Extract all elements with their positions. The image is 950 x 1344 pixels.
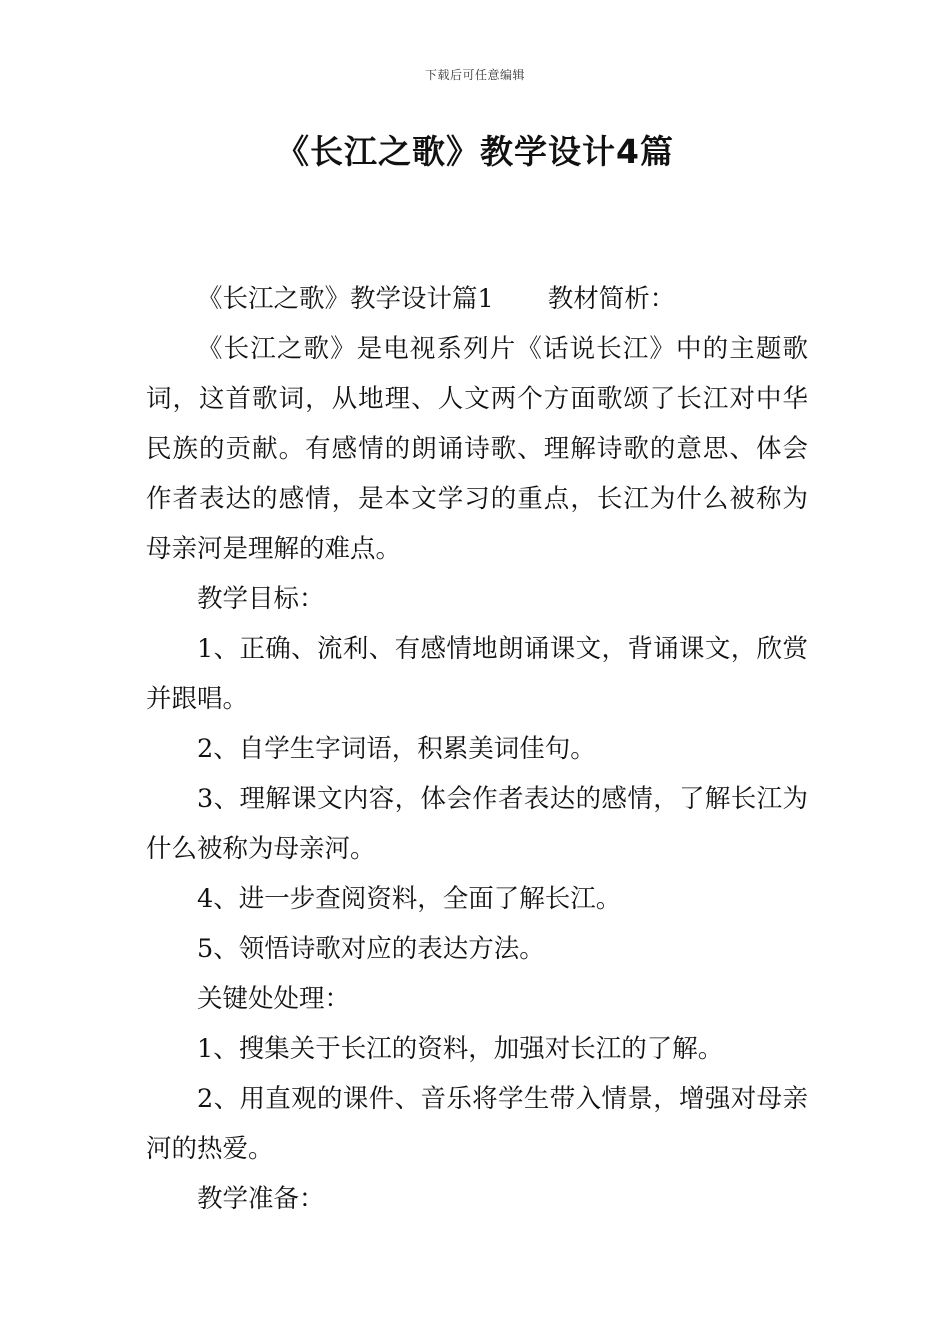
paragraph: 教学目标： [197,584,325,614]
paragraph: 1、搜集关于长江的资料，加强对长江的了解。 [197,1034,724,1064]
paragraph: 5、领悟诗歌对应的表达方法。 [197,934,545,964]
document-title: 《长江之歌》教学设计4篇 [276,132,674,171]
document-body [146,274,808,1224]
paragraph: 教学准备： [197,1184,325,1214]
paragraph: 4、进一步查阅资料，全面了解长江。 [197,884,622,914]
paragraph: 关键处处理： [197,984,351,1014]
paragraph: 《长江之歌》是电视系列片《话说长江》中的主题歌词，这首歌词，从地理、人文两个方面歌颂了长江对中华民族的贡献。有感情的朗诵诗歌、理解诗歌的意思、体会作者表达的感情，是本文学习的重点，长江为什么被称为母亲河是理解的难点。 [146,334,808,564]
section-heading: 《长江之歌》教学设计篇1 [197,284,494,314]
paragraph: 1、正确、流利、有感情地朗诵课文，背诵课文，欣赏并跟唱。 [146,634,808,714]
paragraph: 2、自学生字词语，积累美词佳句。 [197,734,596,764]
paragraph: 2、用直观的课件、音乐将学生带入情景，增强对母亲河的热爱。 [146,1084,808,1164]
paragraph-section-heading [146,274,808,324]
subsection-heading: 教材简析： [547,284,676,314]
header-note: 下载后可任意编辑 [424,68,525,82]
paragraph: 3、理解课文内容，体会作者表达的感情，了解长江为什么被称为母亲河。 [146,784,808,864]
